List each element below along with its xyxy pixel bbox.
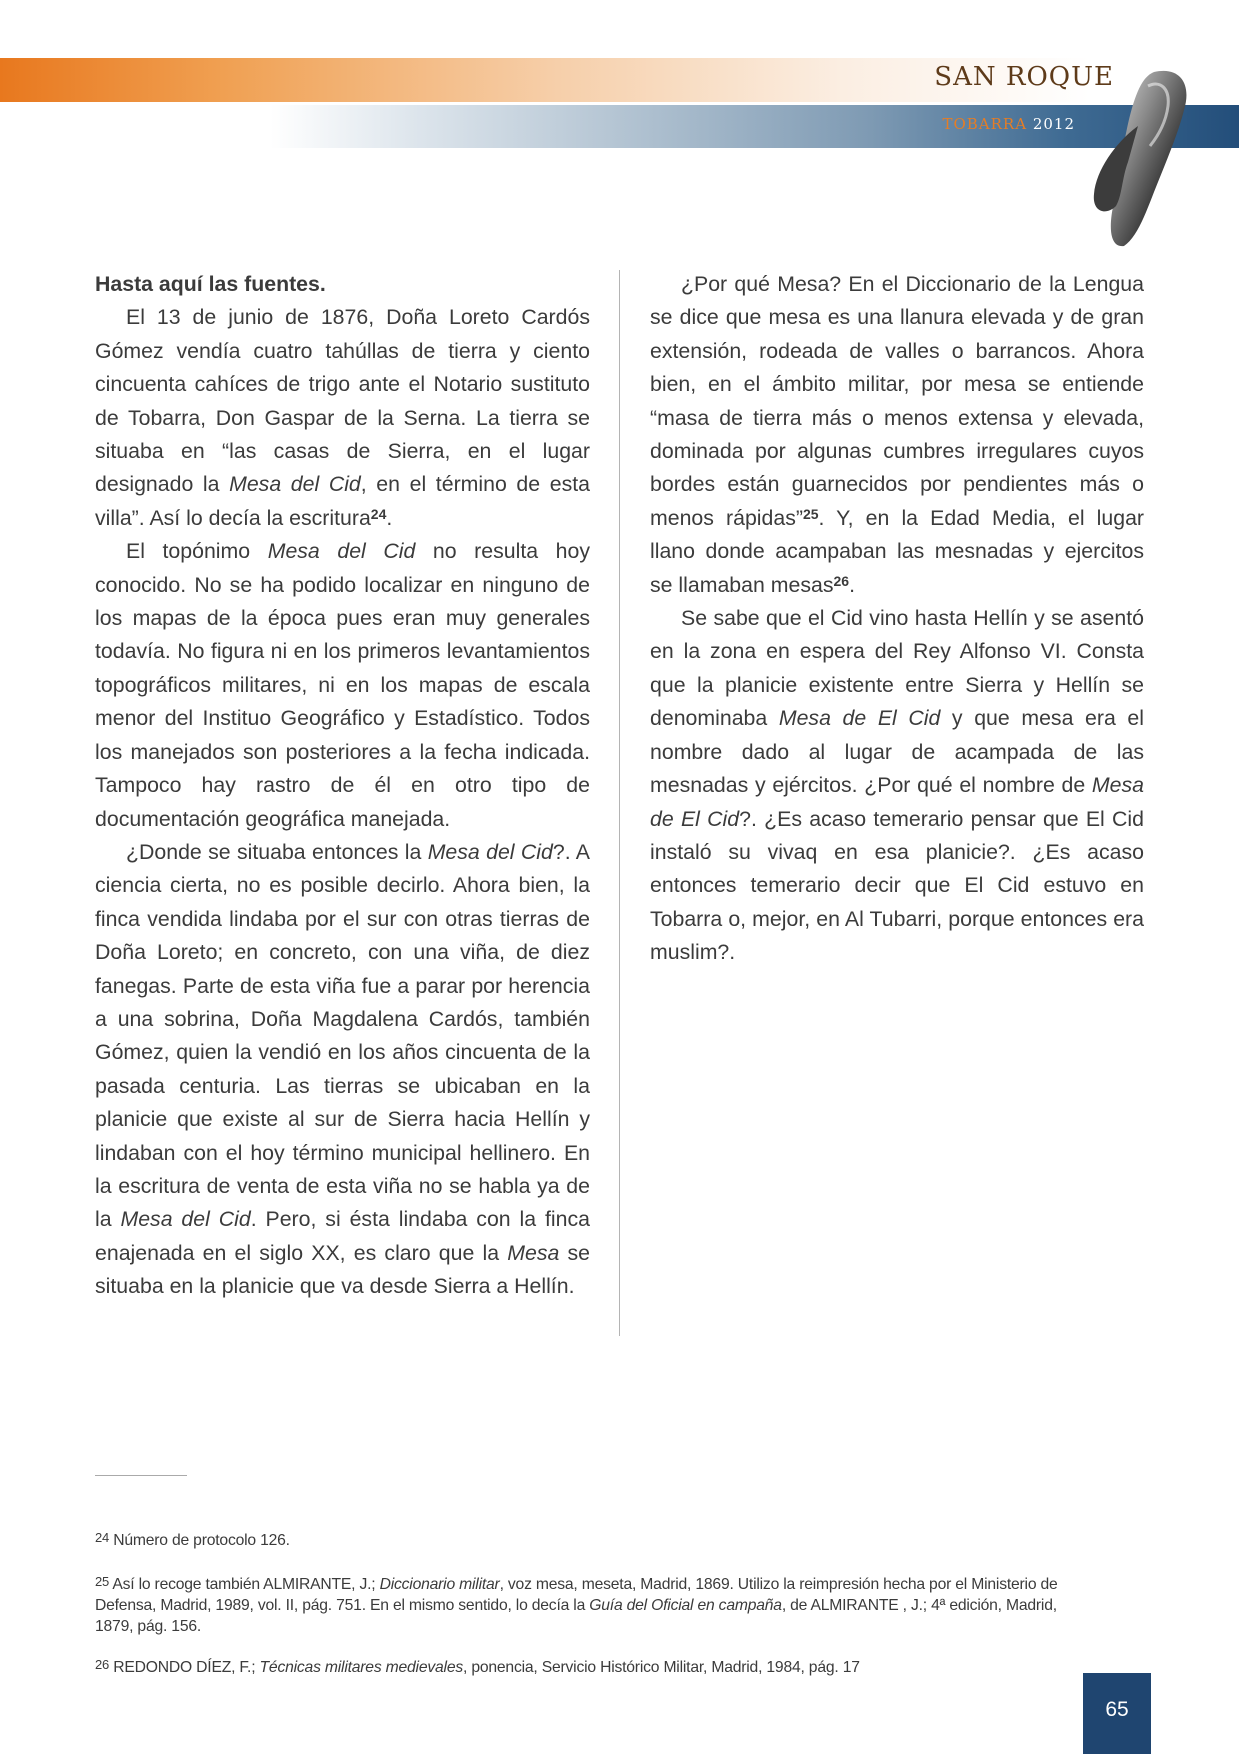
paragraph: Se sabe que el Cid vino hasta Hellín y se asentó en la zona en espera del Rey Alfonso VI. Consta que la planicie existente entre Sierra y Hellín se denominaba Mesa de El Cid y que mesa era el nombre dado al lugar de acampada de las mesnadas y ejércitos. ¿Por qué el nombre de Mesa de El Cid?. ¿Es acaso temerario pensar que El Cid instaló su vivaq en esa planicie?. ¿Es acaso entonces temerario decir que El Cid estuvo en Tobarra o, mejor, en Al Tubarri, porque entonces era muslim?. <box>650 606 1144 965</box>
footnote-26: $^{26}$ REDONDO DÍEZ, F.; Técnicas militares medievales, ponencia, Servicio Histórico Militar, Madrid, 1984, pág. 17 <box>95 1657 860 1676</box>
footnote-ref: 25 <box>802 505 819 522</box>
magazine-town: TOBARRA <box>942 115 1028 133</box>
footnote-ref: 24 <box>370 505 387 522</box>
left-column <box>95 268 590 1304</box>
paragraph: ¿Donde se situaba entonces la Mesa del Cid?. A ciencia cierta, no es posible decirlo. Ahora bien, la finca vendida lindaba por el sur con otras tierras de Doña Loreto; en concreto, con una viña, de diez fanegas. Parte de esta viña fue a parar por herencia a una sobrina, Doña Magdalena Cardós, también Gómez, quien la vendió en los años cincuenta de la pasada centuria. Las tierras se ubicaban en la planicie que existe al sur de Sierra hacia Hellín y lindaban con el hoy término municipal hellinero. En la escritura de venta de esta viña no se habla ya de la Mesa del Cid. Pero, si ésta lindaba con la finca enajenada en el siglo XX, es claro que la Mesa se situaba en la planicie que va desde Sierra a Hellín. <box>95 839 590 1299</box>
column-divider <box>619 270 620 1336</box>
section-heading: Hasta aquí las fuentes. <box>95 272 326 296</box>
footnote-rule <box>95 1475 187 1476</box>
footnote-ref: 26 <box>833 572 850 589</box>
footnote-25: $^{25}$ Así lo recoge también ALMIRANTE, J.; Diccionario militar, voz mesa, meseta, Madrid, 1869. Utilizo la reimpresión hecha por el Ministerio de Defensa, Madrid, 1989, vol. II, pág. 751. En el mismo sentido, lo decía la Guía del Oficial en campaña, de ALMIRANTE , J.; 4ª edición, Madrid, 1879, pág. 156. <box>95 1574 1058 1635</box>
hat-icon <box>1088 66 1208 252</box>
footnote-24: $^{24}$ Número de protocolo 126. <box>95 1530 290 1549</box>
magazine-year: 2012 <box>1032 115 1075 133</box>
page-number: 65 <box>1083 1673 1151 1754</box>
magazine-title: SAN ROQUE <box>934 62 1114 92</box>
paragraph: El 13 de junio de 1876, Doña Loreto Cardós Gómez vendía cuatro tahúllas de tierra y ciento cincuenta cahíces de trigo ante el Notario sustituto de Tobarra, Don Gaspar de la Serna. La tierra se situaba en “las casas de Sierra, en el lugar designado la Mesa del Cid, en el término de esta villa”. Así lo decía la escritura$^{24}$. <box>95 305 590 530</box>
paragraph: El topónimo Mesa del Cid no resulta hoy conocido. No se ha podido localizar en ninguno de los mapas de la época pues eran muy generales todavía. No figura ni en los primeros levantamientos topográficos militares, ni en los mapas de escala menor del Instituo Geográfico y Estadístico. Todos los manejados son posteriores a la fecha indicada. Tampoco hay rastro de él en otro tipo de documentación geográfica manejada. <box>95 539 590 831</box>
right-column <box>650 268 1144 970</box>
magazine-subtitle <box>942 115 1075 133</box>
paragraph: ¿Por qué Mesa? En el Diccionario de la Lengua se dice que mesa es una llanura elevada y de gran extensión, rodeada de valles o barrancos. Ahora bien, en el ámbito militar, por mesa se entiende “masa de tierra más o menos extensa y elevada, dominada por algunas cumbres irregulares cuyos bordes están guarnecidos por pendientes más o menos rápidas”$^{25}$. Y, en la Edad Media, el lugar llano donde acampaban las mesnadas y ejercitos se llamaban mesas$^{26}$. <box>650 272 1145 597</box>
